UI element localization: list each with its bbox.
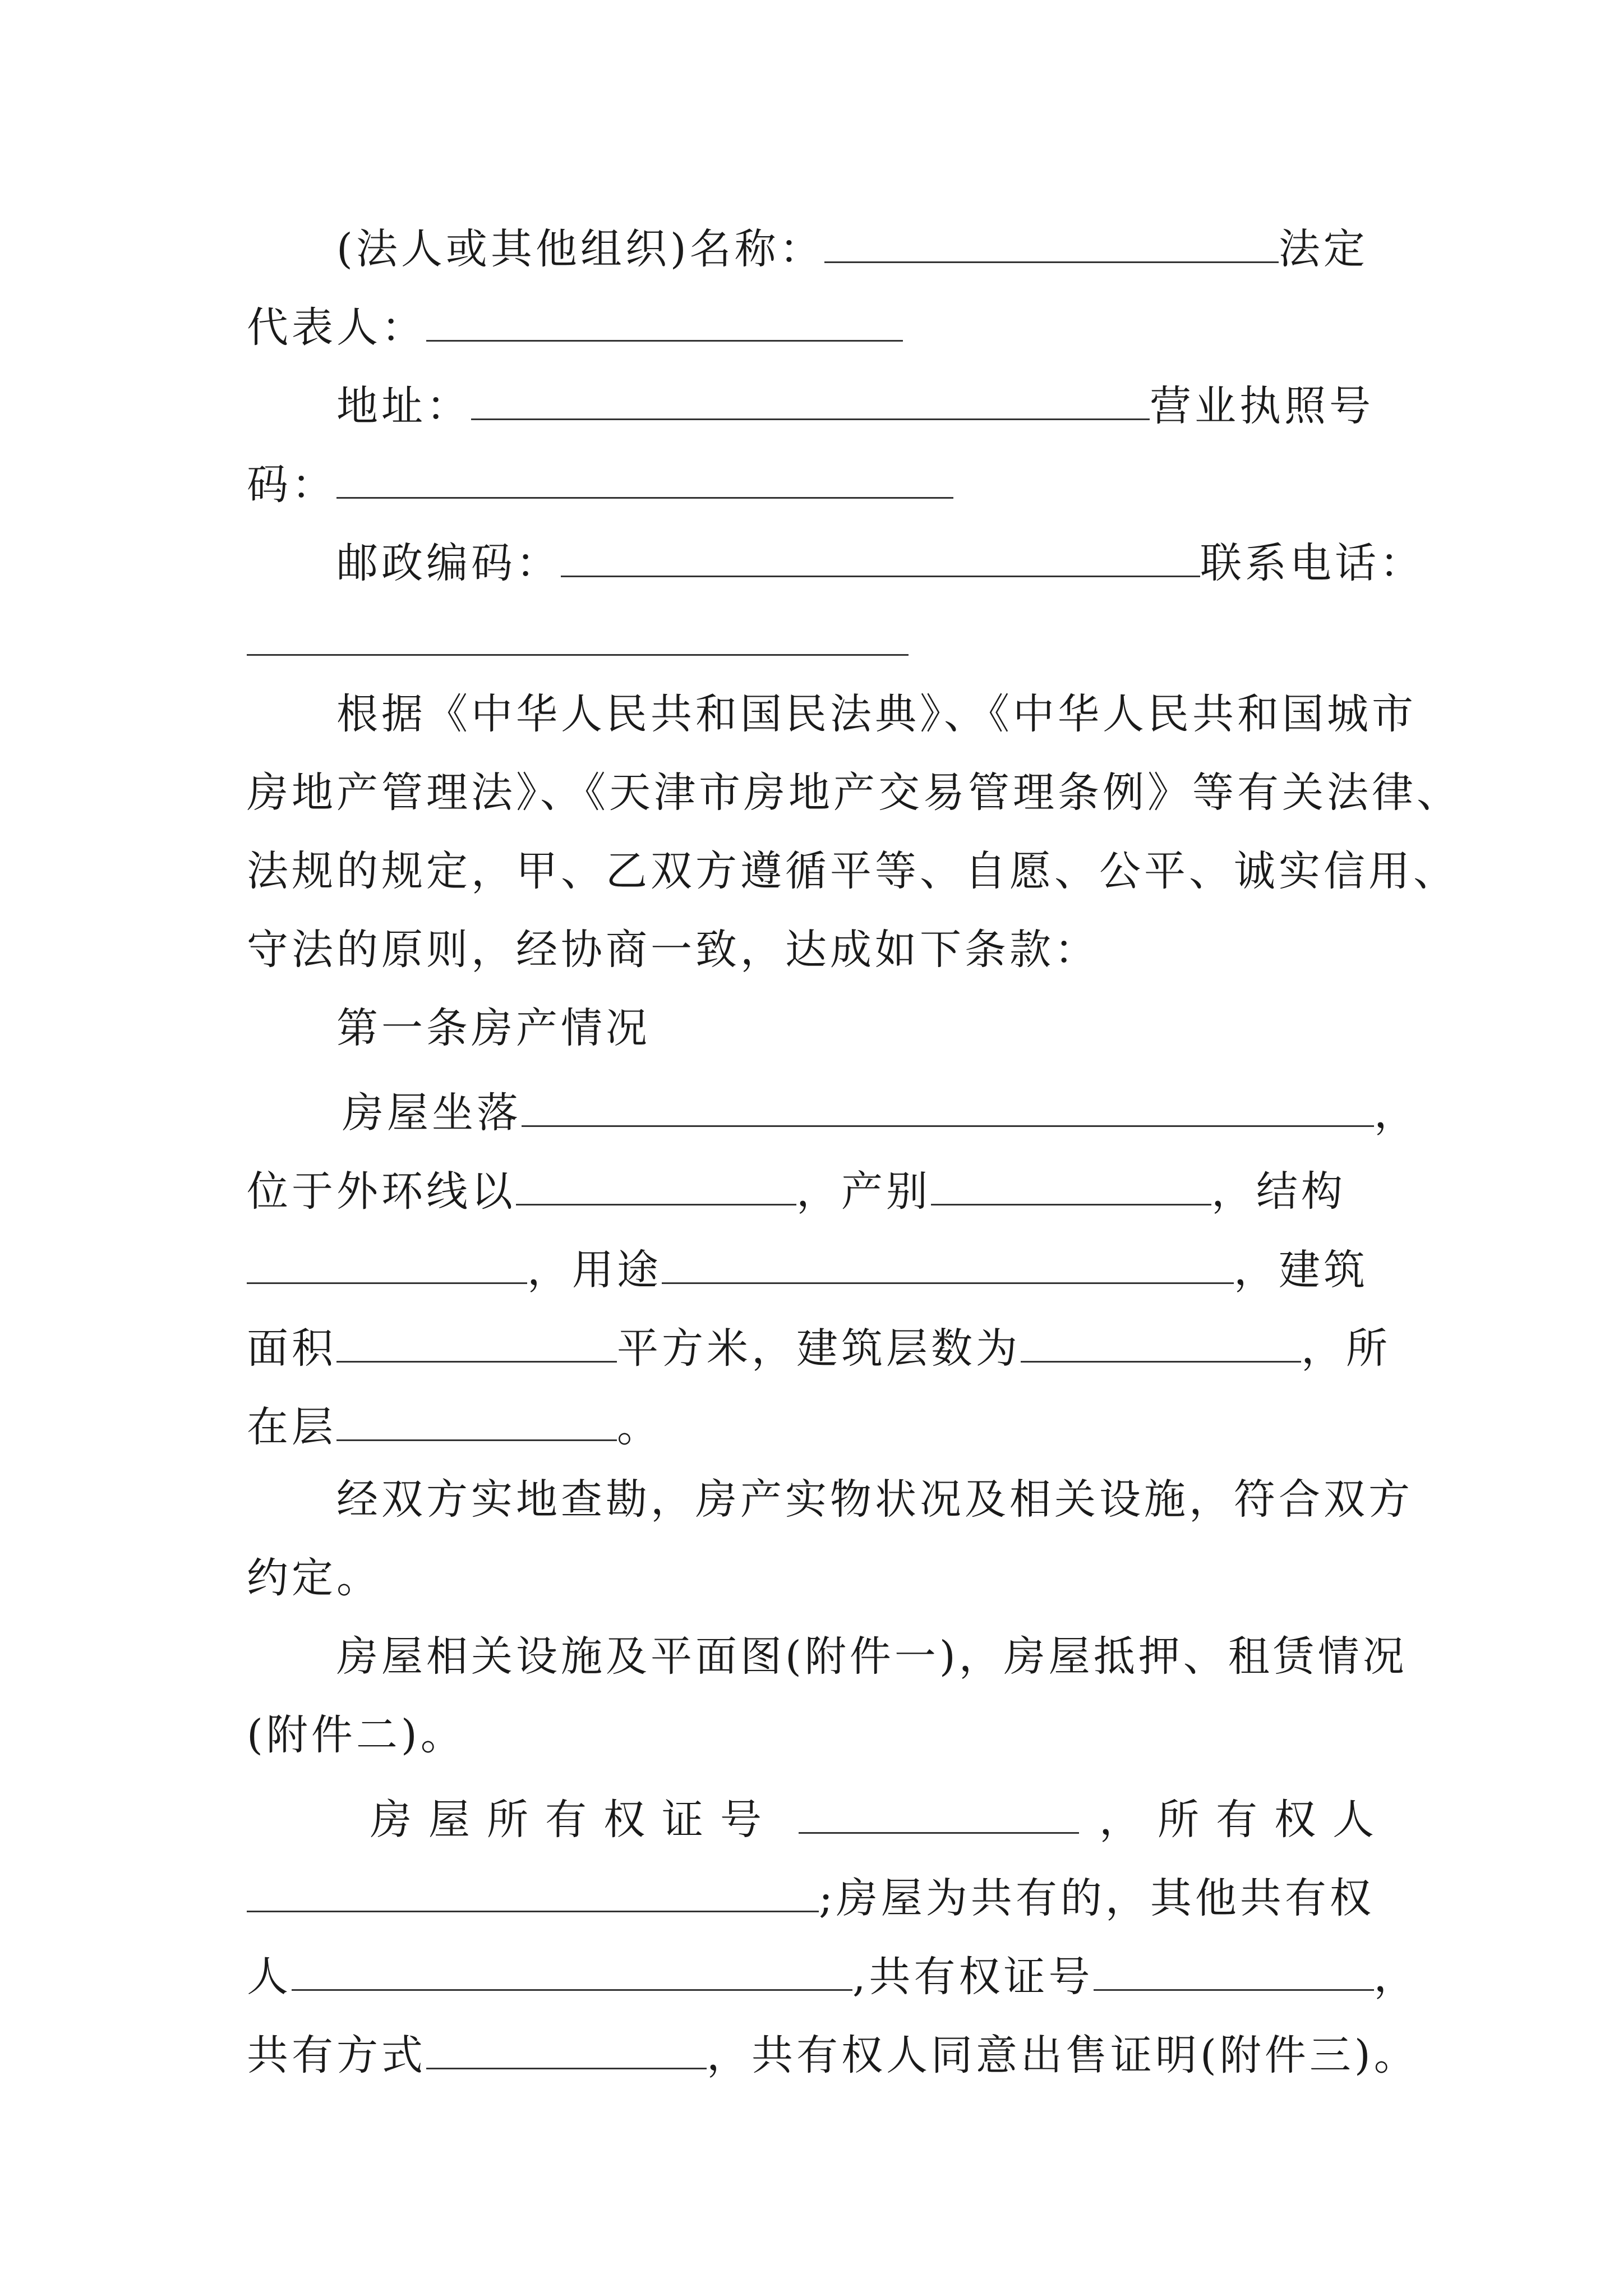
category-label: ，产别 bbox=[796, 1167, 931, 1216]
party-name-line bbox=[336, 212, 1391, 274]
category-field[interactable] bbox=[931, 1154, 1211, 1205]
postal-label: 邮政编码： bbox=[336, 539, 561, 587]
owner-label: ，所有权人 bbox=[1099, 1796, 1391, 1844]
annex-line-2: (附件二)。 bbox=[247, 1711, 465, 1759]
building-label: ，建筑 bbox=[1234, 1246, 1368, 1294]
location-field[interactable] bbox=[522, 1076, 1374, 1127]
co-cert-field[interactable] bbox=[1094, 1940, 1374, 1991]
floor-line bbox=[247, 1390, 1391, 1452]
inspect-line-2: 约定。 bbox=[247, 1554, 381, 1602]
preamble-line-1: 根据《中华人民共和国民法典》、《中华人民共和国城市 bbox=[336, 690, 1417, 738]
legal-rep-label: 代表人： bbox=[247, 303, 426, 352]
preamble-line-4: 守法的原则，经协商一致，达成如下条款： bbox=[247, 926, 1099, 974]
license-label-cont: 码： bbox=[247, 461, 336, 509]
location-line bbox=[342, 1076, 1419, 1138]
structure-field[interactable] bbox=[247, 1233, 527, 1284]
co-cert-comma: ， bbox=[1373, 1953, 1419, 2001]
co-owner-label: ;房屋为共有的，其他共有权 bbox=[819, 1874, 1375, 1922]
address-line bbox=[336, 369, 1391, 431]
area-label: 面积 bbox=[247, 1324, 336, 1373]
co-owner-field[interactable] bbox=[292, 1940, 852, 1991]
floor-label: 在层 bbox=[247, 1403, 336, 1451]
license-field[interactable] bbox=[336, 448, 953, 499]
legal-rep-field[interactable] bbox=[426, 291, 903, 342]
article-1-heading: 第一条房产情况 bbox=[336, 1004, 651, 1052]
area-line bbox=[247, 1312, 1391, 1373]
located-label: ，所 bbox=[1301, 1324, 1391, 1373]
structure-label: ，结构 bbox=[1211, 1167, 1346, 1216]
floor-period: 。 bbox=[617, 1403, 662, 1451]
usage-label: ，用途 bbox=[527, 1246, 662, 1294]
usage-field[interactable] bbox=[662, 1233, 1234, 1284]
co-owner-line bbox=[247, 1861, 1391, 1923]
license-line bbox=[247, 448, 1391, 509]
ring-field[interactable] bbox=[516, 1154, 796, 1205]
legal-rep-label-part: 法定 bbox=[1278, 225, 1368, 273]
location-label: 房屋坐落 bbox=[342, 1089, 522, 1137]
address-label: 地址： bbox=[336, 382, 471, 430]
floors-field[interactable] bbox=[1021, 1312, 1301, 1363]
co-cert-line bbox=[247, 1940, 1419, 2001]
party-name-field[interactable] bbox=[824, 212, 1279, 263]
annex-line-1: 房屋相关设施及平面图(附件一)，房屋抵押、租赁情况 bbox=[336, 1632, 1408, 1681]
co-method-label: 共有方式 bbox=[247, 2031, 426, 2079]
area-unit: 平方米，建筑层数为 bbox=[617, 1324, 1021, 1373]
cert-line bbox=[370, 1783, 1391, 1844]
legal-rep-line bbox=[247, 291, 1391, 352]
co-cert-label: ,共有权证号 bbox=[852, 1953, 1094, 2001]
license-label: 营业执照号 bbox=[1150, 382, 1374, 430]
phone-label: 联系电话： bbox=[1200, 539, 1424, 587]
phone-line bbox=[247, 605, 1391, 666]
co-consent-text: ，共有权人同意出售证明(附件三)。 bbox=[707, 2031, 1419, 2079]
co-owner-person-label: 人 bbox=[247, 1953, 292, 2001]
location-comma: ， bbox=[1374, 1089, 1419, 1137]
owner-field[interactable] bbox=[247, 1861, 819, 1912]
preamble-line-3: 法规的规定，甲、乙双方遵循平等、自愿、公平、诚实信用、 bbox=[247, 847, 1458, 895]
area-field[interactable] bbox=[336, 1312, 617, 1363]
party-name-label: (法人或其他组织)名称： bbox=[336, 225, 824, 273]
cert-field[interactable] bbox=[799, 1783, 1079, 1834]
ring-label: 位于外环线以 bbox=[247, 1167, 516, 1216]
ring-line bbox=[247, 1154, 1391, 1216]
co-method-field[interactable] bbox=[426, 2018, 707, 2069]
postal-line bbox=[336, 526, 1424, 588]
phone-field[interactable] bbox=[247, 605, 909, 656]
preamble-line-2: 房地产管理法》、《天津市房地产交易管理条例》等有关法律、 bbox=[247, 769, 1461, 817]
floor-field[interactable] bbox=[336, 1390, 617, 1441]
usage-line bbox=[247, 1233, 1391, 1295]
cert-label: 房屋所有权证号 bbox=[370, 1796, 778, 1844]
co-method-line bbox=[247, 2018, 1424, 2080]
inspect-line-1: 经双方实地查勘，房产实物状况及相关设施，符合双方 bbox=[336, 1475, 1413, 1524]
postal-field[interactable] bbox=[561, 526, 1200, 577]
address-field[interactable] bbox=[471, 369, 1150, 420]
